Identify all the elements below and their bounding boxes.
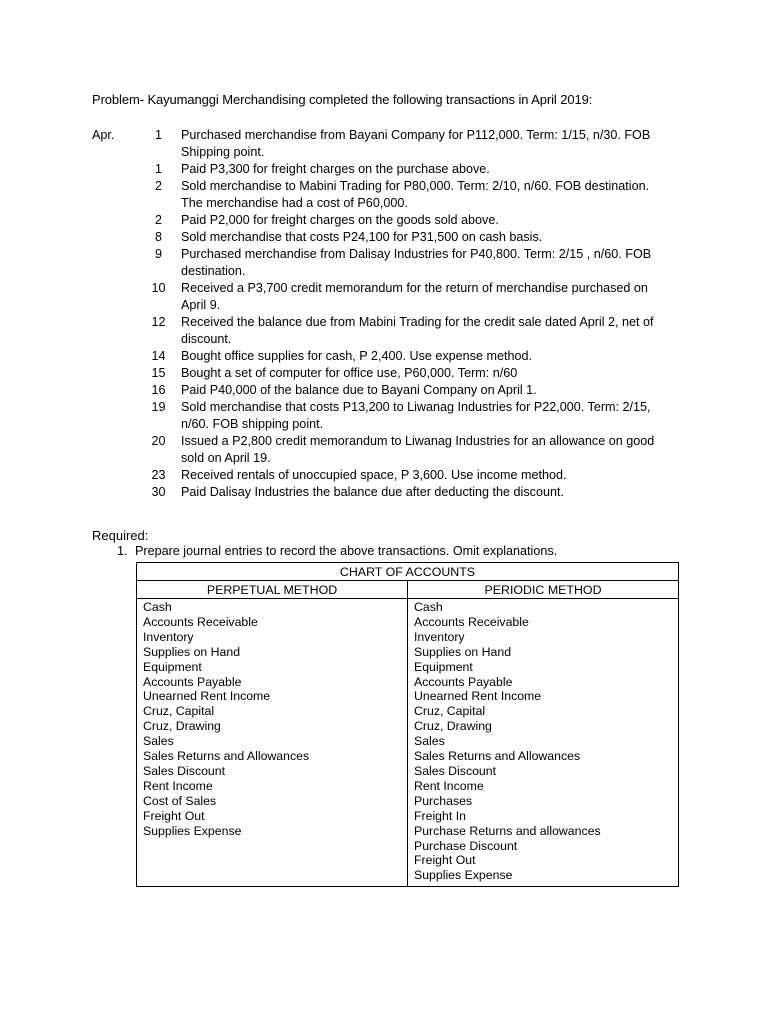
- account-name: Sales Returns and Allowances: [143, 749, 310, 764]
- transaction-month: [92, 178, 136, 195]
- account-name: Purchases: [414, 793, 473, 808]
- transaction-day: 19: [151, 400, 166, 414]
- account-name: Equipment: [143, 659, 202, 674]
- transaction-description: April 9.: [181, 298, 221, 312]
- account-name: Inventory: [414, 629, 465, 644]
- transaction-day: 20: [151, 434, 166, 448]
- transaction-month: [92, 144, 136, 161]
- account-name: Supplies on Hand: [143, 644, 241, 659]
- transaction-day: 30: [151, 485, 166, 499]
- account-name: Unearned Rent Income: [143, 689, 271, 704]
- transaction-day: [136, 450, 181, 467]
- transaction-description: discount.: [181, 332, 232, 346]
- transaction-row: [92, 161, 692, 178]
- transaction-month: [92, 212, 136, 229]
- account-name: Accounts Receivable: [414, 614, 529, 629]
- transaction-month: [92, 229, 136, 246]
- transaction-description: Received rentals of unoccupied space, P 3,600. Use income method.: [181, 468, 567, 482]
- transaction-row: [92, 348, 692, 365]
- transaction-row: [92, 484, 692, 501]
- account-name: Accounts Payable: [143, 674, 242, 689]
- account-name: Purchase Discount: [414, 838, 518, 853]
- transaction-row: [92, 280, 692, 297]
- transaction-description: Sold merchandise to Mabini Trading for P80,000. Term: 2/10, n/60. FOB destination.: [181, 179, 650, 193]
- account-name: Inventory: [143, 629, 194, 644]
- transaction-row: [92, 433, 692, 450]
- account-name: Sales Returns and Allowances: [414, 749, 581, 764]
- required-item: [117, 544, 557, 558]
- transaction-day: 8: [154, 230, 162, 244]
- transaction-month: [92, 280, 136, 297]
- required-item-text: Prepare journal entries to record the above transactions. Omit explanations.: [135, 544, 558, 558]
- account-name: Rent Income: [143, 778, 213, 793]
- account-name: Supplies on Hand: [414, 644, 512, 659]
- transaction-row-continuation: [92, 263, 692, 280]
- account-name: Sales: [414, 734, 445, 749]
- account-name: Unearned Rent Income: [414, 689, 542, 704]
- chart-of-accounts-title: CHART OF ACCOUNTS: [137, 563, 679, 581]
- account-name: Freight Out: [143, 808, 205, 823]
- transaction-month: [92, 195, 136, 212]
- transaction-day: 2: [154, 213, 162, 227]
- account-name: Sales: [143, 734, 174, 749]
- transaction-month: [92, 467, 136, 484]
- transaction-month: [92, 484, 136, 501]
- transaction-day: [136, 263, 181, 280]
- transaction-month: [92, 348, 136, 365]
- account-name: Cruz, Drawing: [414, 719, 492, 734]
- account-name: Sales Discount: [414, 763, 497, 778]
- transaction-day: 9: [154, 247, 162, 261]
- transaction-day: [136, 331, 181, 348]
- transaction-day: 14: [151, 349, 166, 363]
- account-name: Rent Income: [414, 778, 484, 793]
- transaction-day: [136, 297, 181, 314]
- transaction-list: [92, 127, 692, 501]
- transaction-description: Bought office supplies for cash, P 2,400. Use expense method.: [181, 349, 532, 363]
- transaction-description: Paid Dalisay Industries the balance due after deducting the discount.: [181, 485, 564, 499]
- transaction-day: 23: [151, 468, 166, 482]
- transaction-row-continuation: [92, 195, 692, 212]
- transaction-description: Purchased merchandise from Bayani Company for P112,000. Term: 1/15, n/30. FOB: [181, 128, 651, 142]
- transaction-month: [92, 382, 136, 399]
- transaction-description: The merchandise had a cost of P60,000.: [181, 196, 408, 210]
- perpetual-method-header: PERPETUAL METHOD: [137, 581, 408, 599]
- transaction-month: [92, 399, 136, 416]
- transaction-day: 1: [154, 162, 162, 176]
- transaction-month: [92, 450, 136, 467]
- transaction-description: Bought a set of computer for office use, P60,000. Term: n/60: [181, 366, 518, 380]
- account-name: Sales Discount: [143, 763, 226, 778]
- account-name: Supplies Expense: [143, 823, 242, 838]
- transaction-month: [92, 263, 136, 280]
- transaction-month: [92, 314, 136, 331]
- transaction-row: [92, 382, 692, 399]
- transaction-description: Shipping point.: [181, 145, 265, 159]
- required-item-number: 1.: [117, 544, 128, 558]
- account-name: Accounts Receivable: [143, 614, 258, 629]
- transaction-row-continuation: [92, 416, 692, 433]
- account-name: Freight In: [414, 808, 466, 823]
- account-name: Purchase Returns and allowances: [414, 823, 601, 838]
- transaction-month: [92, 433, 136, 450]
- transaction-row: [92, 229, 692, 246]
- transaction-month: [92, 297, 136, 314]
- chart-of-accounts-table: [136, 562, 679, 887]
- transaction-month: [92, 331, 136, 348]
- transaction-description: destination.: [181, 264, 246, 278]
- perpetual-accounts-cell: [137, 599, 408, 887]
- transaction-description: Paid P3,300 for freight charges on the purchase above.: [181, 162, 490, 176]
- transaction-description: Sold merchandise that costs P13,200 to Liwanag Industries for P22,000. Term: 2/15,: [181, 400, 651, 414]
- transaction-row: [92, 127, 692, 144]
- transaction-month: [92, 161, 136, 178]
- transaction-day: 10: [151, 281, 166, 295]
- periodic-accounts-cell: [408, 599, 679, 887]
- transaction-row: [92, 178, 692, 195]
- transaction-day: 16: [151, 383, 166, 397]
- transaction-day: [136, 416, 181, 433]
- transaction-day: 2: [154, 179, 162, 193]
- transaction-day: 15: [151, 366, 166, 380]
- transaction-description: Paid P2,000 for freight charges on the goods sold above.: [181, 213, 499, 227]
- transaction-day: [136, 195, 181, 212]
- account-name: Cruz, Drawing: [143, 719, 221, 734]
- transaction-day: 1: [154, 128, 162, 142]
- problem-title: Problem- Kayumanggi Merchandising completed the following transactions in April 2019:: [92, 92, 593, 107]
- transaction-day: 12: [151, 315, 166, 329]
- transaction-description: Issued a P2,800 credit memorandum to Liwanag Industries for an allowance on good: [181, 434, 655, 448]
- transaction-description: Received a P3,700 credit memorandum for the return of merchandise purchased on: [181, 281, 648, 295]
- transaction-month: [92, 246, 136, 263]
- transaction-description: Paid P40,000 of the balance due to Bayani Company on April 1.: [181, 383, 537, 397]
- transaction-day: [136, 144, 181, 161]
- account-name: Accounts Payable: [414, 674, 513, 689]
- transaction-description: sold on April 19.: [181, 451, 271, 465]
- transaction-row: [92, 212, 692, 229]
- transaction-row-continuation: [92, 297, 692, 314]
- account-name: Cash: [414, 600, 443, 614]
- transaction-month: [92, 365, 136, 382]
- transaction-description: Sold merchandise that costs P24,100 for P31,500 on cash basis.: [181, 230, 543, 244]
- transaction-row-continuation: [92, 144, 692, 161]
- transaction-row-continuation: [92, 331, 692, 348]
- transaction-description: Received the balance due from Mabini Trading for the credit sale dated April 2, net of: [181, 315, 654, 329]
- transaction-row-continuation: [92, 450, 692, 467]
- account-name: Supplies Expense: [414, 868, 513, 883]
- periodic-method-header: PERIODIC METHOD: [408, 581, 679, 599]
- account-name: Cost of Sales: [143, 793, 217, 808]
- account-name: Equipment: [414, 659, 473, 674]
- account-name: Cruz, Capital: [143, 704, 215, 719]
- account-name: Cruz, Capital: [414, 704, 486, 719]
- account-name: Freight Out: [414, 853, 476, 868]
- transaction-row: [92, 314, 692, 331]
- transaction-description: n/60. FOB shipping point.: [181, 417, 324, 431]
- required-label: Required:: [92, 528, 149, 543]
- transaction-row: [92, 365, 692, 382]
- transaction-row: [92, 467, 692, 484]
- transaction-month: [92, 416, 136, 433]
- transaction-row: [92, 246, 692, 263]
- transaction-row: [92, 399, 692, 416]
- transaction-month: Apr.: [92, 128, 115, 142]
- account-name: Cash: [143, 600, 172, 614]
- transaction-description: Purchased merchandise from Dalisay Industries for P40,800. Term: 2/15 , n/60. FOB: [181, 247, 652, 261]
